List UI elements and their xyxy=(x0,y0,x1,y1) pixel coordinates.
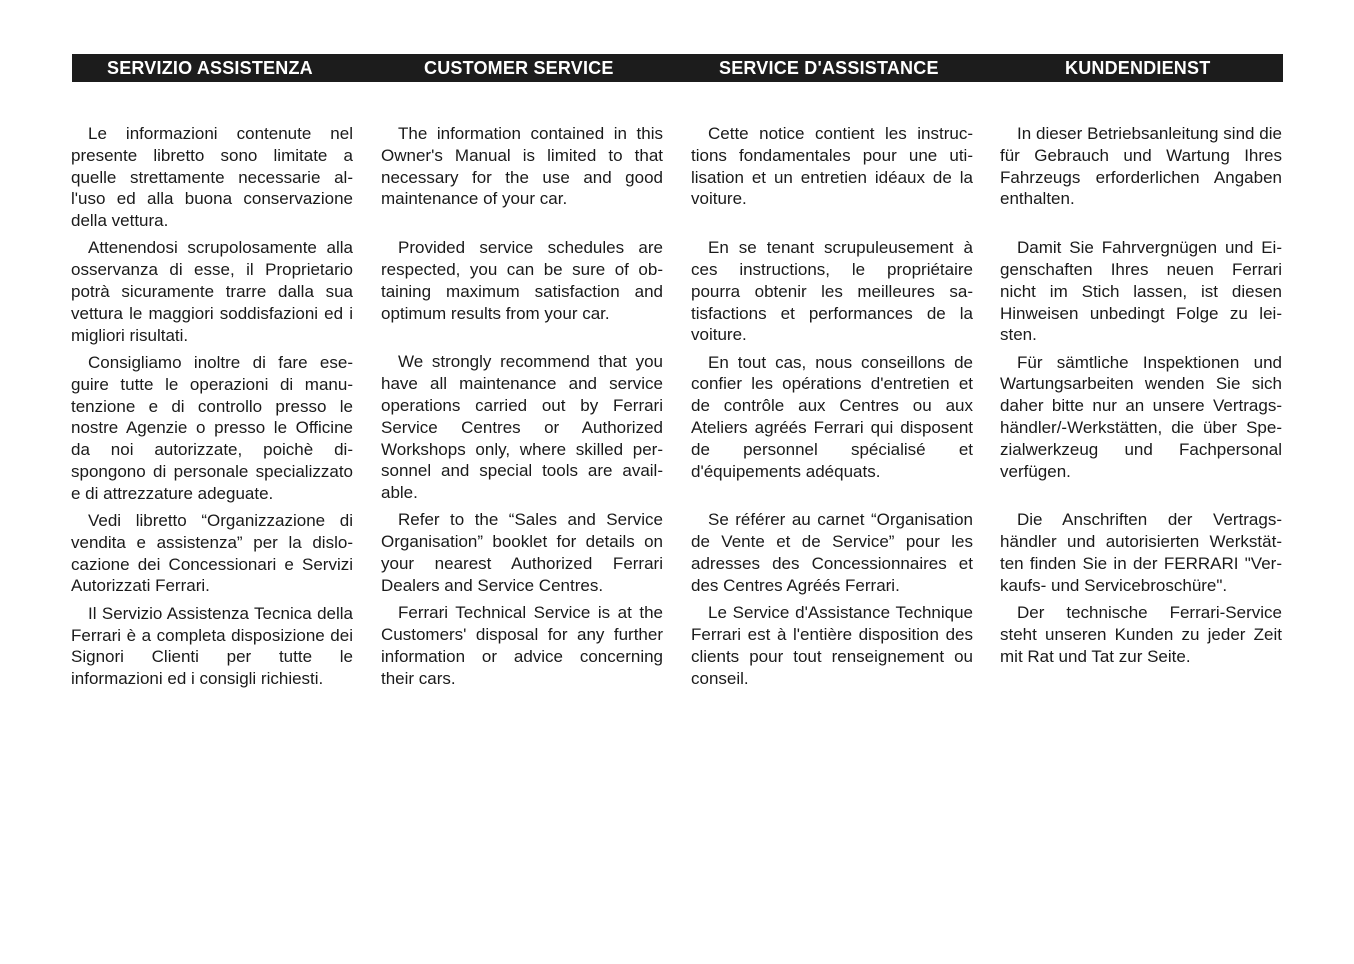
paragraph: En tout cas, nous conseillons de confier les opérations d'entretien et de contrôle aux Centres ou aux Ateliers agréés Ferrari qui disposent de personnel spécialisé et d'équipements adéquats. xyxy=(691,352,973,481)
paragraph: Consigliamo inoltre di fare eseguire tutte le operazioni di manutenzione e di controllo presso le nostre Agenzie o presso le Officine da noi autorizzate, poichè dispongono di personale specializzato e di attrezzature adeguate. xyxy=(71,352,353,503)
paragraph: Für sämtliche Inspektionen und Wartungsarbeiten wenden Sie sich daher bitte nur an unsere Vertragshändler/-Werkstätten, die über Spezialwerkzeug und Fachpersonal verfügen. xyxy=(1000,352,1282,481)
column-german xyxy=(1000,123,1282,673)
header-german: KUNDENDIENST xyxy=(1065,58,1211,78)
column-english xyxy=(381,123,663,695)
paragraph: In dieser Betriebsanleitung sind die für Gebrauch und Wartung Ihres Fahrzeugs erforderlichen Angaben enthalten. xyxy=(1000,124,1282,209)
paragraph: Der technische Ferrari-Service steht unseren Kunden zu jeder Zeit mit Rat und Tat zur Seite. xyxy=(1000,603,1282,666)
header-english: CUSTOMER SERVICE xyxy=(424,58,614,78)
paragraph: We strongly recommend that you have all maintenance and service operations carried out by Ferrari Service Centres or Authorized Workshops only, where skilled personnel and special tools are available. xyxy=(381,352,663,503)
header-french: SERVICE D'ASSISTANCE xyxy=(719,58,939,78)
paragraph: Refer to the “Sales and Service Organisation” booklet for details on your nearest Authorized Ferrari Dealers and Service Centres. xyxy=(381,510,663,595)
paragraph: Provided service schedules are respected, you can be sure of obtaining maximum satisfaction and optimum results from your car. xyxy=(381,238,663,323)
paragraph: Ferrari Technical Service is at the Customers' disposal for any further information or advice concerning their cars. xyxy=(381,603,663,688)
column-french xyxy=(691,123,973,695)
paragraph: Le Service d'Assistance Technique Ferrari est à l'entière disposition des clients pour tout renseignement ou conseil. xyxy=(691,603,973,688)
paragraph: Se référer au carnet “Organisation de Vente et de Service” pour les adresses des Concessionnaires et des Centres Agréés Ferrari. xyxy=(691,510,973,595)
header-italian: SERVIZIO ASSISTENZA xyxy=(107,58,313,78)
paragraph: Attenendosi scrupolosamente alla osservanza di esse, il Proprietario potrà sicuramente trarre dalla sua vettura le maggiori soddisfazioni ed i migliori risultati. xyxy=(71,238,353,345)
column-italian xyxy=(71,123,353,695)
paragraph: En se tenant scrupuleusement à ces instructions, le propriétaire pourra obtenir les meilleures satisfactions et performances de la voiture. xyxy=(691,238,973,345)
paragraph: Vedi libretto “Organizzazione di vendita e assistenza” per la dislocazione dei Concessionari e Servizi Autorizzati Ferrari. xyxy=(71,511,353,596)
section-header-bar xyxy=(72,54,1283,82)
paragraph: Damit Sie Fahrvergnügen und Eigenschaften Ihres neuen Ferrari nicht im Stich lassen, ist diesen Hinweisen unbedingt Folge zu leisten. xyxy=(1000,238,1282,345)
paragraph: Il Servizio Assistenza Tecnica della Ferrari è a completa disposizione dei Signori Clienti per tutte le informazioni ed i consigli richiesti. xyxy=(71,603,353,689)
paragraph: The information contained in this Owner's Manual is limited to that necessary for the use and good maintenance of your car. xyxy=(381,124,663,209)
paragraph: Le informazioni contenute nel presente libretto sono limitate a quelle strettamente necessarie all'uso ed alla buona conservazione della vettura. xyxy=(71,124,353,231)
paragraph: Die Anschriften der Vertragshändler und autorisierten Werkstätten finden Sie in der FERRARI "Verkaufs- und Servicebroschüre". xyxy=(1000,510,1282,595)
paragraph: Cette notice contient les instructions fondamentales pour une utilisation et un entretien idéaux de la voiture. xyxy=(691,124,973,209)
